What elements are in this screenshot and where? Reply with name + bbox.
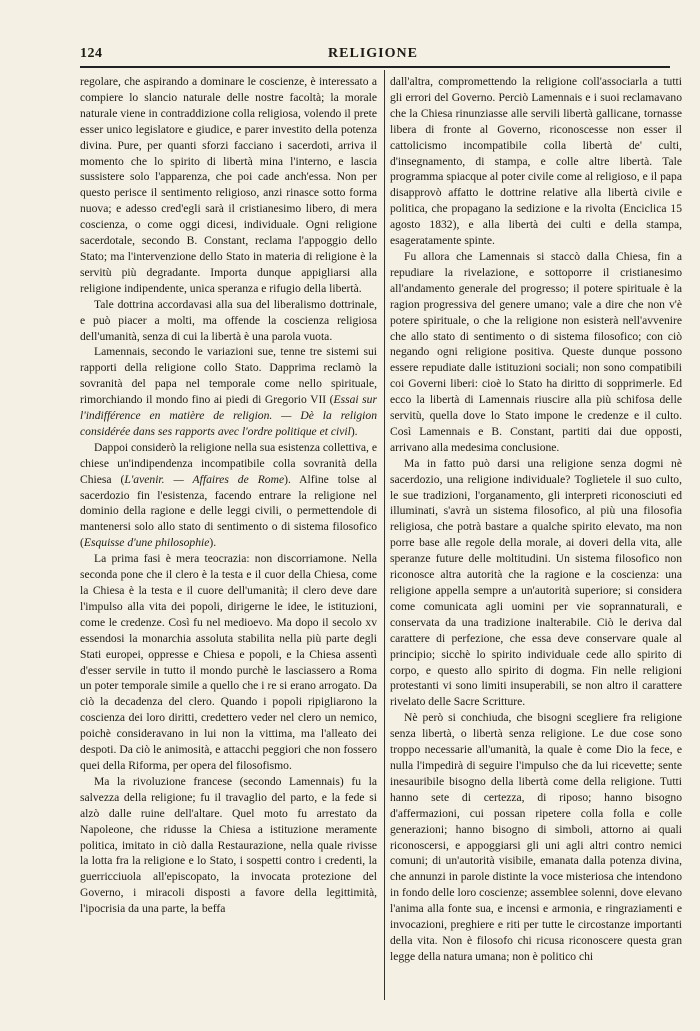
paragraph: La prima fasi è mera teocrazia: non discorriamone. Nella seconda pone che il clero è la testa e il cuor della Chiesa, come la Chiesa è la testa e il cuore dell'umanità; il clero deve dare l'impulso alla vita dei popoli, dirigerne le idee, le istituzioni, come le credenze. Così fu nel medioevo. Ma dopo il secolo xv essendosi la monarchia assoluta stabilita nella più parte degli Stati europei, oppresse e Chiesa e popoli, e la Chiesa assentì d'esser servile in tutto il mondo purchè le lasciassero a Roma un poter temporale simile a quello che i re si erano arrogato. Da ciò la decadenza del clero. Quando i popoli ripigliarono la coscienza dei loro diritti, credettero veder nel clero un nemico, poichè consideravano in lui non la vittima, ma l'alleato dei despoti. Da ciò le animosità, e attacchi peggiori che non fossero quei della Riforma, per opera del filosofismo. — [80, 552, 377, 772]
text-run: ). Alfine tolse al sacerdozio fin l'esistenza, facendo entrare la religione nel dominio della ragione e delle leggi civili, o permettendole di mantenersi solo allo stato di sentimento o di sistema filosofico ( — [80, 472, 377, 550]
book-title-italic: L'avenir. — Affaires de Rome — [124, 472, 285, 486]
paragraph — [80, 344, 377, 439]
book-title-italic: Esquisse d'une philosophie — [83, 536, 210, 550]
paragraph: Nè però si conchiuda, che bisogni scegliere fra religione senza libertà, o libertà senza religione. Le due cose sono troppo necessarie all'umanità, la quale è come Dio la fece, e nulla l'impedirà di seguire l'impulso che da lui ricevette; sente inesauribile bisogno della libertà come della religione. Tutti hanno sete di certezza, di riposo; hanno bisogno d'affermazioni, cui possan ripetere colla folla e colle generazioni; hanno bisogno di simboli, attorno ai quali riconoscersi, e appoggiarsi gli uni agli altri contro nemici comuni; di un'autorità visibile, emanata dalla potenza divina, che annunzi in parole distinte la voce misteriosa che intendono in fondo delle loro coscienze; assemblee solenni, dove elevano l'anima alla fonte sua, e incensi e armonia, e ringraziamenti e invocazioni, preghiere e riti per tutte le circostanze importanti della vita. Non è filosofo chi ricusa riconoscere questa gran legge della natura umana; non è politico chi — [390, 711, 682, 963]
running-head — [80, 44, 666, 66]
paragraph: dall'altra, compromettendo la religione coll'associarla a tutti gli errori del Governo. Perciò Lamennais e i suoi reclamavano che la Chiesa rinunziasse alle servili libertà gallicane, tornasse libera di fronte al Governo, riconoscesse non esser il cattolicismo incompatibile colla libertà de' culti, d'insegnamento, di stampa, e colle altre libertà. Tale programma spiacque al poter civile come al religioso, e il papa disapprovò affatto le dottrine relative alla libertà civile e politica, che propagano la sedizione e la rivolta (Enciclica 15 agosto 1832), e alla libertà dei culti e della stampa, esageratamente spinte. — [390, 75, 682, 248]
page-heading: RELIGIONE — [328, 46, 418, 61]
text-run: ). — [209, 536, 217, 550]
page-number: 124 — [80, 46, 103, 61]
paragraph: Fu allora che Lamennais si staccò dalla Chiesa, fin a repudiare la rivelazione, e sottoporre il cristianesimo all'andamento generale del progresso; il potere spirituale è la ragion progressiva del genere umano; vale a dire che non v'è potere spirituale, o che la religione non esisterà nell'avvenire che allo stato di sentimento o di sistema filosofico; con ciò negando ogni religione positiva. Queste dunque possono essere repudiate dalle istituzioni sociali; non sono compatibili coi Governi liberi: cioè lo Stato ha diritto di sopprimerle. Ed ecco la libertà di Lamennais riuscire alla più schifosa delle servitù, quella dove lo Stato impone le credenze e il culto. Così Lamennais e B. Constant, partiti dai due opposti, arrivano alla medesima conclusione. — [390, 249, 682, 454]
paragraph: regolare, che aspirando a dominare le coscienze, è interessato a compiere lo slancio naturale delle nostre facoltà; la morale naturale viene in contraddizione colla religiosa, volendo il prete esser unico legislatore e giudice, e parer investito della potenza divina. Pure, per quanti sforzi facciano i sacerdoti, arriva il momento che lo spirito di libertà mina l'interno, e lascia sussistere solo l'apparenza, che poi cade anch'essa. Non per questo perisce il sentimento religioso, anzi rinasce sotto forma nuova; e adesso cred'egli sarà il cristianesimo libero, di mera coscienza, o come oggi dicesi, individuale. Ogni religione sacerdotale, secondo B. Constant, reclama l'appoggio dello Stato; ma l'intervenzione dello Stato in materia di religione è la servitù più degradante. Importa dunque appigliarsi alla religione indipendente, unica speranza e rifugio della libertà. — [80, 75, 377, 295]
paragraph — [80, 440, 377, 551]
column-divider — [384, 70, 385, 1000]
right-column — [390, 74, 682, 994]
header-rule — [80, 66, 670, 68]
text-run: Dappoi considerò la religione nella sua esistenza collettiva, e chiese un'indipendenza incompatibile colla sovranità della Chiesa ( — [80, 440, 377, 486]
paragraph: Tale dottrina accordavasi alla sua del liberalismo dottrinale, e può piacer a molti, ma offende la coscienza religiosa dell'umanità, senza di cui la libertà è una parola vuota. — [80, 297, 377, 343]
text-run: ). — [350, 424, 358, 438]
left-column — [80, 74, 377, 994]
paragraph: Ma la rivoluzione francese (secondo Lamennais) fu la salvezza della religione; fu il travaglio del parto, e la fede si alzò dalle ruine dell'altare. Quel moto fu arrestato da Napoleone, che ridusse la Chiesa a istituzione meramente politica, imitato in ciò dalla Restaurazione, nella quale rivisse la lotta fra la religione e lo Stato, i sospetti contro i credenti, la guerricciuola all'episcopato, la invocata protezione del Governo, i miracoli disposti a favore della legittimità, l'ipocrisia da una parte, la beffa — [80, 774, 377, 916]
book-title-italic: Essai sur l'indifférence en matière de religion. — Dè la religion considérée dans ses rapports avec l'ordre politique et civil — [80, 393, 377, 438]
paragraph: Ma in fatto può darsi una religione senza dogmi nè sacerdozio, una religione individuale? Toglietele il suo culto, le sue tradizioni, l'organamento, gli interpreti riconosciuti ed illuminati, s'avrà un sistema filosofico, al più una filosofia religiosa, che potrà bastare a qualche spirito elevato, ma non porre base alle regole della morale, ai doveri della vita, alle speranze future delle moltitudini. Un sistema filosofico non riconosce altra autorità che la ragione e la coscienza: una religione appella sempre a un'autorità superiore; si considera come comunicata agli uomini per vie soprannaturali, e conservata da una tradizione inalterabile. Ciò le deriva dal carattere di perfezione, che essa deve conservare quale al principio; sicchè lo spirito individuale cede allo spirito di corpo, e questo allo spirito di dogma. Fin nelle religioni protestanti vi sono limiti insuperabili, se non altro il carattere rivelato delle Sacre Scritture. — [390, 456, 682, 709]
text-run: Lamennais, secondo le variazioni sue, tenne tre sistemi sui rapporti della religione collo Stato. Dapprima reclamò la sovranità del papa nel temporale come nello spirituale, rimorchiando il mondo fino ai piedi di Gregorio VII ( — [80, 345, 377, 407]
